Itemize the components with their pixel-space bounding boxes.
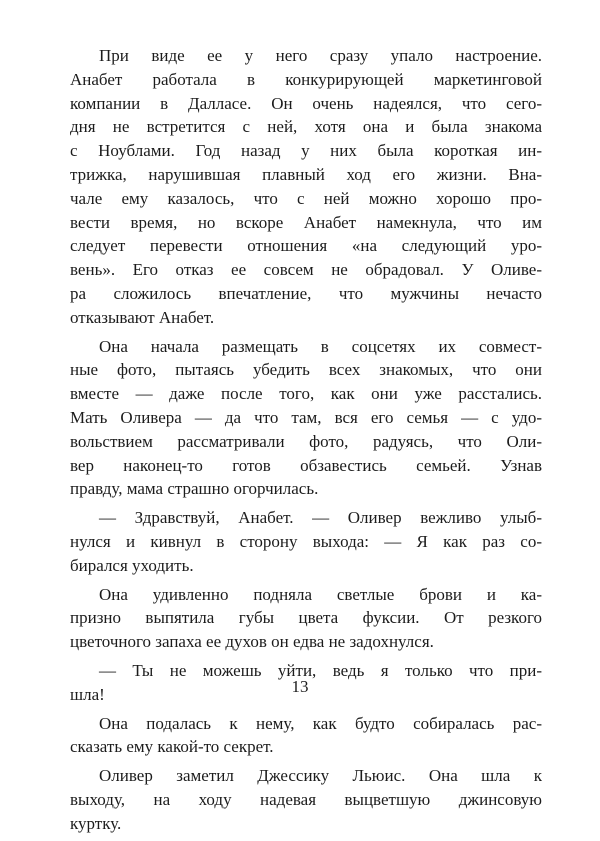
text-line: куртку. [70,813,122,833]
text-line: трижка, нарушившая плавный ход его жизни. Вна- [70,164,542,184]
book-page-text [70,44,542,841]
text-line: При виде ее у него сразу упало настроение. [99,46,542,65]
page-number: 13 [291,677,309,696]
paragraph [70,712,542,760]
text-line: Она подалась к нему, как будто собиралась рас- [99,713,542,733]
text-line: правду, мама страшно огорчилась. [70,479,319,499]
text-line: чале ему казалось, что с ней можно хорошо про- [70,188,542,208]
text-line: Анабет работала в конкурирующей маркетинговой [70,69,542,89]
text-line: компании в Далласе. Он очень надеялся, что сего- [70,93,542,113]
text-line: бирался уходить. [70,555,194,575]
text-line: вместе — даже после того, как они уже расстались. [70,384,542,404]
text-line: вольствием рассматривали фото, радуясь, что Оли- [70,431,542,451]
paragraph [70,506,542,577]
text-line: сказать ему какой-то секрет. [70,737,274,757]
text-line: шла! [70,684,105,704]
text-line: с Ноублами. Год назад у них была короткая ин- [70,141,542,161]
text-line: Она начала размещать в соцсетях их совмест- [99,336,542,356]
paragraph [70,764,542,835]
paragraph [70,335,542,502]
text-line: Она удивленно подняла светлые брови и ка- [99,584,542,604]
text-line: ные фото, пытаясь убедить всех знакомых, что они [70,360,542,380]
text-line: цветочного запаха ее духов он едва не задохнулся. [70,632,434,652]
paragraph [70,44,542,330]
text-line: выходу, на ходу надевая выцветшую джинсовую [70,789,542,809]
text-line: — Ты не можешь уйти, ведь я только что при- [99,660,542,680]
text-line: отказывают Анабет. [70,307,215,327]
text-line: вер наконец-то готов обзавестись семьей. Узнав [70,455,542,475]
text-line: призно выпятила губы цвета фуксии. От резкого [70,608,542,628]
text-line: вести время, но вскоре Анабет намекнула, что им [70,212,542,232]
text-line: нулся и кивнул в сторону выхода: — Я как раз со- [70,531,542,551]
paragraph [70,583,542,654]
text-line: вень». Его отказ ее совсем не обрадовал. У Оливе- [70,260,542,280]
text-line: Оливер заметил Джессику Льюис. Она шла к [99,766,542,786]
text-line: — Здравствуй, Анабет. — Оливер вежливо улыб- [99,508,542,528]
text-line: ра сложилось впечатление, что мужчины нечасто [70,283,542,303]
text-line: следует перевести отношения «на следующий уро- [70,236,542,256]
text-line: Мать Оливера — да что там, вся его семья — с удо- [70,407,542,427]
text-line: дня не встретится с ней, хотя она и была знакома [70,117,542,137]
